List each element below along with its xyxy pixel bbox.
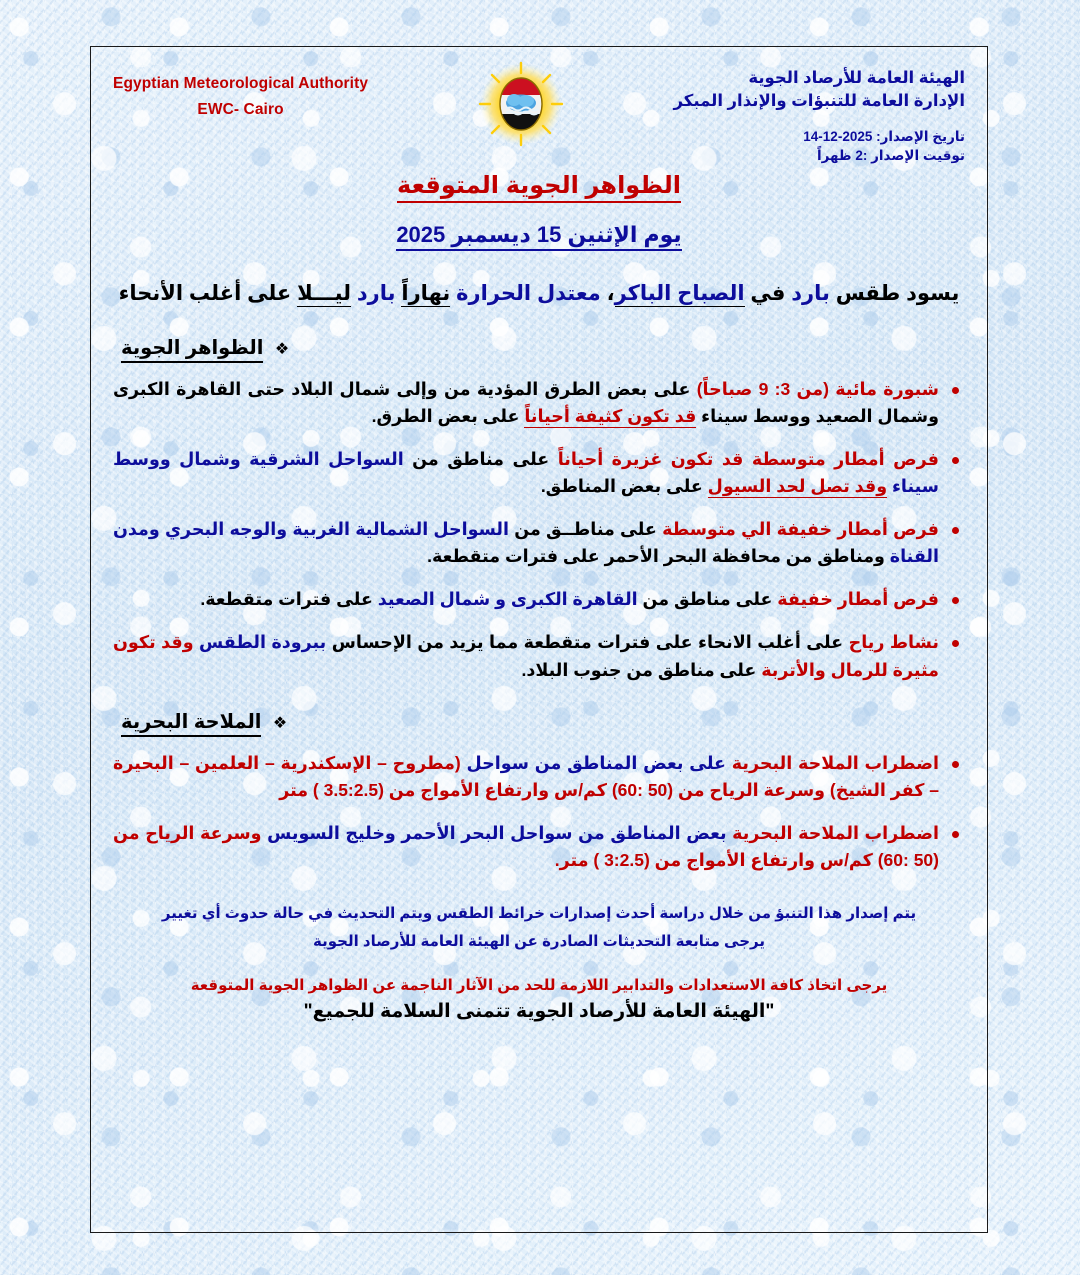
list-item-text-span: على بعض المناطق من سواحل — [460, 752, 732, 773]
list-item-text-span: ببرودة الطقس — [199, 632, 327, 653]
summary-part-4: الصباح الباكر — [614, 282, 745, 305]
list-item-text-span: على مناطــق من — [509, 519, 663, 539]
weather-phenomena-list — [113, 376, 965, 684]
list-item-text-span: اضطراب الملاحة البحرية — [731, 752, 939, 773]
list-item-text-span: على مناطق من جنوب البلاد. — [521, 659, 762, 680]
document-header — [113, 57, 965, 163]
list-item — [113, 586, 965, 613]
summary-part-2: بارد — [791, 282, 830, 305]
section-heading-marine-navigation-text: الملاحة البحرية — [121, 711, 261, 737]
list-item — [113, 629, 965, 683]
page-title — [113, 171, 965, 200]
list-item-text-span: وقد تصل لحد السيول — [707, 475, 888, 496]
list-item-text-span: وسرعة الرياح من (50 :60) كم/س وارتفاع الأمواج من (3.5:2.5 ) متر — [279, 779, 830, 800]
list-item-text-span: على بعض الطرق المؤدية من وإلى شمال البلاد حتى القاهرة الكبرى وشمال الصعيد ووسط سيناء — [113, 378, 939, 426]
list-item — [113, 516, 965, 570]
summary-part-13: على أغلب الأنحاء — [118, 282, 298, 305]
list-item-text-span: نشاط رياح — [848, 632, 939, 653]
list-item-text-span: اضطراب الملاحة البحرية — [732, 822, 939, 843]
org-center-english: EWC- Cairo — [197, 100, 284, 118]
org-name-english: Egyptian Meteorological Authority — [113, 75, 369, 92]
header-arabic-block — [673, 57, 965, 165]
list-item — [113, 750, 965, 804]
summary-part-12: ليـــلا — [297, 282, 352, 305]
forecast-summary — [113, 278, 965, 310]
org-department-arabic: الإدارة العامة للتنبؤات والإنذار المبكر — [673, 92, 965, 111]
org-name-arabic: الهيئة العامة للأرصاد الجوية — [748, 69, 965, 87]
egyptian-meteorological-authority-logo-icon — [478, 61, 564, 147]
list-item-text-span: شبورة مائية (من 3: 9 صباحاً) — [696, 378, 939, 399]
marine-navigation-list — [113, 750, 965, 875]
list-item-text-span: بعض المناطق من سواحل — [504, 822, 733, 843]
list-item-text-span: السواحل الشمالية الغربية والوجه البحري ومدن القناة — [113, 519, 939, 567]
list-item-text-span: فرص أمطار خفيفة الي متوسطة — [662, 519, 940, 539]
issue-time: توقيت الإصدار :2 ظهراً — [816, 148, 965, 163]
list-item-text-span: البحر الأحمر وخليج السويس — [267, 822, 505, 843]
list-item-text-span: (مطروح – الإسكندرية – العلمين – البحيرة – كفر الشيخ) — [113, 752, 939, 800]
summary-part-3: في — [744, 282, 792, 305]
footer-slogan: "الهيئة العامة للأرصاد الجوية تتمنى السلامة للجميع" — [303, 1000, 775, 1022]
footer-warning: يرجى اتخاذ كافة الاستعدادات والتدابير اللازمة للحد من الآثار الناجمة عن الظواهر الجوية المتوقعة — [190, 976, 888, 994]
page-title-text: الظواهر الجوية المتوقعة — [397, 172, 681, 203]
list-item-text-span: على أغلب الانحاء على فترات متقطعة مما يزيد من الإحساس — [326, 632, 849, 653]
issue-date: تاريخ الإصدار: 2025-12-14 — [803, 128, 965, 144]
forecast-date-title — [113, 222, 965, 248]
summary-part-8: نهاراً — [401, 282, 451, 305]
section-heading-weather-phenomena-text: الظواهر الجوية — [121, 337, 263, 363]
list-item-text-span: القاهرة الكبرى و شمال الصعيد — [377, 589, 638, 610]
list-item-text-span: على بعض المناطق. — [540, 475, 708, 496]
list-item — [113, 376, 965, 430]
list-item-text-span: ومناطق من محافظة البحر الأحمر على فترات متقطعة. — [427, 546, 890, 567]
diamond-bullet-icon: ❖ — [272, 714, 288, 732]
section-heading-marine-navigation — [113, 710, 965, 734]
list-item-text-span: وقد تكون مثيرة للرمال والأتربة — [113, 632, 939, 680]
footer-note-1: يتم إصدار هذا التنبؤ من خلال دراسة أحدث إصدارات خرائط الطقس ويتم التحديث في حالة حدوث أي تغيير — [161, 905, 917, 923]
list-item-text-span: على بعض الطرق. — [371, 405, 525, 426]
summary-part-10: بارد — [356, 282, 396, 305]
document-frame — [90, 46, 988, 1233]
section-heading-weather-phenomena — [113, 336, 965, 360]
list-item-text-span: السواحل الشرقية وشمال ووسط سيناء — [113, 448, 939, 496]
issue-info — [673, 127, 965, 165]
diamond-bullet-icon: ❖ — [274, 340, 290, 358]
list-item-text-span: على فترات متقطعة. — [200, 589, 378, 610]
summary-part-5: ، — [600, 282, 615, 305]
summary-part-6: معتدل الحرارة — [456, 282, 601, 305]
list-item-text-span: على مناطق من — [403, 448, 558, 469]
header-english-block — [113, 57, 368, 122]
list-item-text-span: فرص أمطار متوسطة قد تكون غزيرة أحياناً — [557, 448, 939, 469]
list-item-text-span: قد تكون كثيفة أحياناً — [524, 405, 697, 426]
summary-part-1: يسود طقس — [829, 282, 960, 305]
list-item-text-span: وسرعة الرياح من (50 :60) كم/س وارتفاع الأمواج من (3:2.5 ) متر. — [113, 822, 939, 870]
list-item-text-span: فرص أمطار خفيفة — [777, 589, 939, 610]
footer-note-2: يرجى متابعة التحديثات الصادرة عن الهيئة العامة للأرصاد الجوية — [313, 932, 765, 950]
list-item — [113, 446, 965, 500]
list-item — [113, 820, 965, 874]
forecast-date-text: يوم الإثنين 15 ديسمبر 2025 — [396, 222, 681, 251]
document-footer — [113, 900, 965, 1023]
list-item-text-span: على مناطق من — [637, 589, 778, 610]
